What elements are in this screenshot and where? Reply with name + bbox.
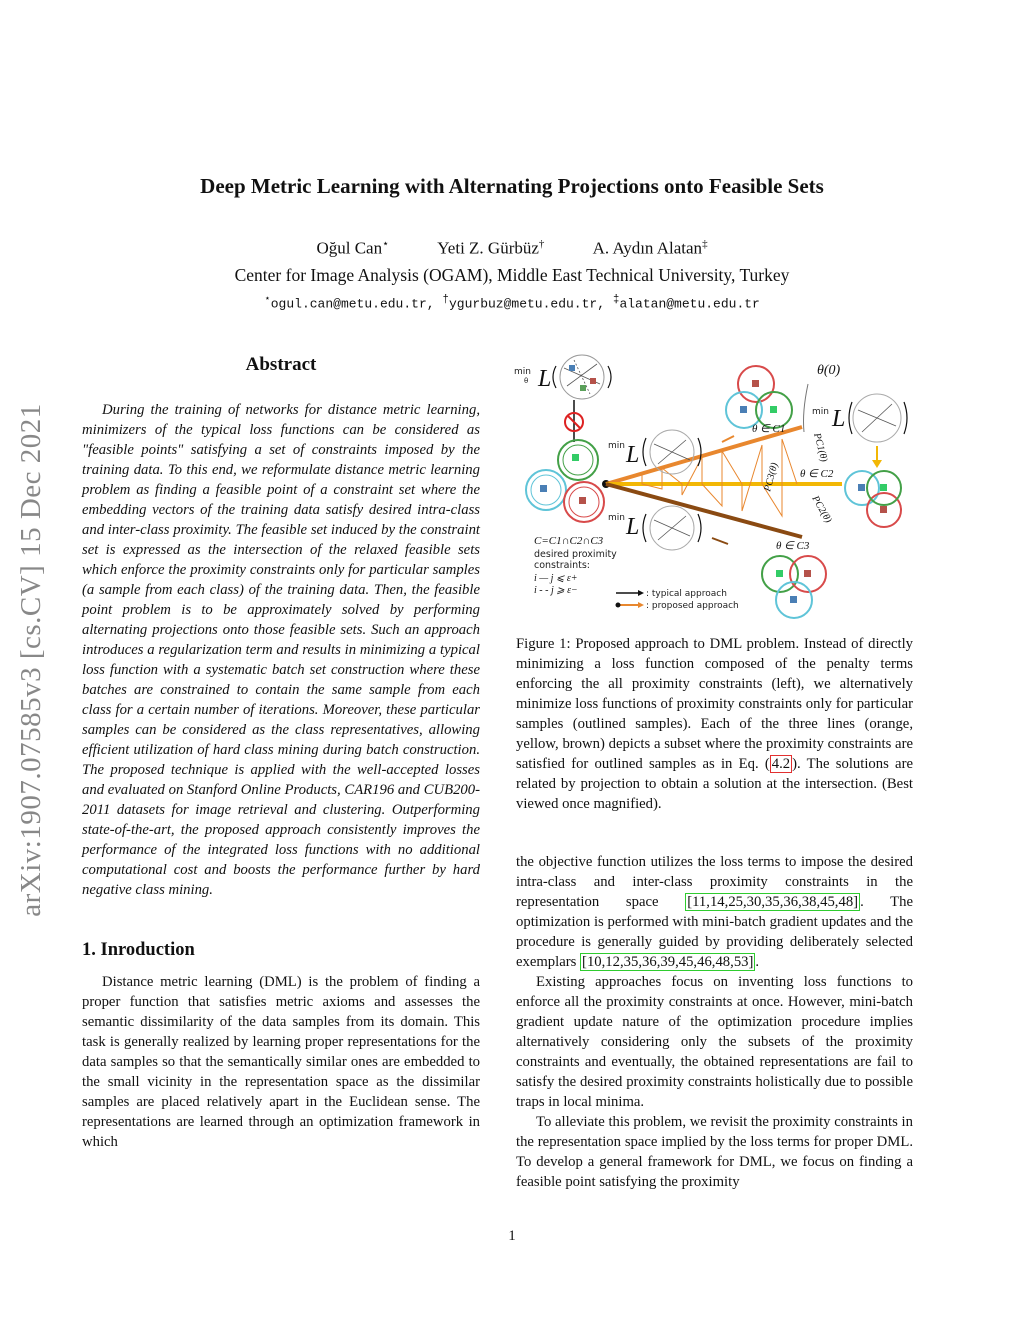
cite-ref[interactable]: 36 (642, 954, 657, 970)
right-paragraph-3: To alleviate this problem, we revisit the proximity constraints in the representation space implied by the loss terms for proper DML. To develop a general framework for DML, we focus on finding a feasible point satisfying the proximity (516, 1114, 913, 1190)
rule-2: i - - j ⩾ ε− (534, 585, 578, 596)
theta-sub-1: θ (524, 377, 529, 385)
cluster-right-lower (845, 471, 901, 527)
citation-group-1[interactable]: [11,14,25,30,35,36,38,45,48] (687, 894, 859, 910)
label-c1: θ ∈ C1 (752, 423, 786, 435)
right-paragraph-1: the objective function utilizes the loss terms to impose the desired intra-class and inter-class proximity constraints in the representation space [11,14,25,30,35,36,38,45,48] . The optimization is performed with mini-batch gradient updates and the procedure is generally guided by providing deliberately selected exemplars [10,12,35,36,39,45,46,48,53] . (516, 854, 914, 970)
author-3: A. Aydın Alatan‡ (592, 238, 708, 258)
cite-ref[interactable]: 35 (765, 894, 780, 910)
cite-ref[interactable]: 45 (820, 894, 835, 910)
intersection-label: C=C1∩C2∩C3 (534, 535, 604, 547)
figure-caption: Figure 1: Proposed approach to DML problem. Instead of directly minimizing a loss function composed of the penalty terms enforcing the all proximity constraints (left), we alternatively minimize loss functions of proximity constraints only for particular samples (outlined samples). Each of the three lines (orange, yellow, brown) depicts a subset where the proximity constraints are satisfied for outlined samples as in Eq. ( 4.2 ). The solutions are related by projection to obtain a solution at the intersection. (Best viewed once magnified). (516, 636, 913, 812)
right-paragraph-2: Existing approaches focus on inventing loss functions to enforce all the proximity constraints at once. However, mini-batch gradient update nature of the optimization procedure implies alternatively considering only the subsets of the proximity constraints and eventually, the obtained representations are fail to satisfy the desired proximity constraints holistically due to possible traps in local minima. (516, 974, 913, 1110)
affiliation: Center for Image Analysis (OGAM), Middle East Technical University, Turkey (234, 265, 790, 285)
cluster-bottom-right (762, 556, 826, 618)
legend-proposed: : proposed approach (646, 601, 739, 611)
page-number: 1 (508, 1228, 516, 1244)
cluster-middle-top (608, 430, 701, 474)
svg-text:L: L (538, 366, 552, 392)
desired-label: desired proximity (534, 549, 617, 560)
figure-1-diagram (512, 352, 918, 622)
email-1[interactable]: ogul.can@metu.edu.tr, (270, 296, 435, 312)
cite-ref[interactable]: 11 (692, 894, 707, 910)
email-3[interactable]: alatan@metu.edu.tr (619, 296, 760, 312)
figure-1 (512, 352, 918, 622)
cite-ref[interactable]: 12 (605, 954, 620, 970)
author-2: Yeti Z. Gürbüz† (437, 238, 545, 258)
svg-text:L: L (832, 406, 846, 432)
cluster-right (812, 394, 907, 442)
email-list: ⋆ogul.can@metu.edu.tr, †ygurbuz@metu.edu.tr, ‡alatan@metu.edu.tr (264, 294, 760, 312)
label-c2: θ ∈ C2 (800, 468, 834, 480)
abstract-heading: Abstract (245, 354, 317, 375)
svg-text:min: min (812, 407, 829, 417)
svg-text:L: L (626, 514, 640, 540)
abstract-text: During the training of networks for distance metric learning, minimizers of the typical loss functions can be considered as "feasible points" satisfying a set of constraints imposed by the training data. To this end, we reformulate distance metric learning problem as finding a feasible point of a constraint set where the embedding vectors of the training data satisfy desired intra-class and inter-class proximity. The feasible set induced by the constraint set is expressed as the intersection of the relaxed feasible sets which enforce the proximity constraints only for particular samples (a sample from each class) of the training data. Then, the feasible point problem is to be approximately solved by performing alternating projections onto those feasible sets. Such an approach introduces a regularization term and results in minimizing a typical loss function with a systematic batch set construction where these batches are constrained to contain the same sample from each class for a certain number of iterations. Moreover, these particular samples can be considered as the class representatives, allowing efficient utilization of hard class mining during batch construction. The proposed technique is applied with the well-accepted losses and evaluated on Stanford Online Products, CAR196 and CUB200-2011 datasets for image retrieval and clustering. Outperforming state-of-the-art, the proposed approach consistently improves the performance of the integrated loss functions with no additional computational cost and boosts the performance further by hard negative class mining. (82, 402, 480, 898)
citation-group-2[interactable]: [10,12,35,36,39,45,46,48,53] (582, 954, 754, 970)
typical-approach-cluster (560, 355, 604, 399)
paper-title: Deep Metric Learning with Alternating Projections onto Feasible Sets (200, 174, 824, 198)
cite-ref[interactable]: 48 (838, 894, 854, 910)
introduction-paragraph: Distance metric learning (DML) is the problem of finding a proper function that satisfies metric axioms and assesses the semantic dissimilarity of the data samples from its domain. This task is generally realized by learning proper representations for the data samples so that the semantically similar ones are embedded to the small vicinity in the representation space as the dissimilar samples are placed relatively apart in the Euclidean sense. The representations are learned through an optimization framework in which (82, 974, 480, 1150)
svg-text:L: L (626, 442, 640, 468)
right-column-text (516, 852, 913, 1192)
email-2[interactable]: ygurbuz@metu.edu.tr, (448, 296, 606, 312)
cluster-middle-bottom (608, 506, 701, 550)
cite-ref[interactable]: 36 (783, 894, 799, 910)
cite-ref[interactable]: 46 (697, 954, 712, 970)
author-list (0, 237, 1024, 259)
label-p2: PC2(θ) (809, 494, 834, 525)
cite-ref[interactable]: 10 (586, 954, 602, 970)
cite-ref[interactable]: 38 (801, 894, 817, 910)
svg-text:min: min (608, 441, 625, 451)
cite-ref[interactable]: 35 (623, 954, 639, 970)
cite-ref[interactable]: 45 (678, 954, 694, 970)
label-p3: PC3(θ) (762, 461, 781, 493)
theta0-label: θ(0) (817, 363, 841, 378)
label-c3: θ ∈ C3 (776, 540, 810, 552)
cite-ref[interactable]: 30 (746, 894, 762, 910)
constraints-label: constraints: (534, 560, 590, 571)
arxiv-identifier: arXiv:1907.07585v3 [cs.CV] 15 Dec 2021 (15, 403, 47, 917)
cite-ref[interactable]: 14 (709, 894, 725, 910)
class-circles-left (526, 440, 604, 522)
cite-ref[interactable]: 48 (715, 954, 731, 970)
min-label-1: min (514, 367, 531, 377)
label-p1: PC1(θ) (811, 431, 830, 464)
left-column (82, 354, 480, 1152)
svg-text:min: min (608, 513, 625, 523)
legend-typical: : typical approach (646, 589, 727, 599)
rule-1: i — j ⩽ ε+ (534, 573, 578, 584)
introduction-heading: 1. Inroduction (82, 940, 195, 960)
cite-ref[interactable]: 39 (660, 954, 676, 970)
author-1: Oğul Can⋆ (316, 238, 389, 258)
cluster-top (726, 366, 792, 428)
cite-ref[interactable]: 25 (728, 894, 743, 910)
caption-eq-ref[interactable]: 4.2 (771, 756, 791, 772)
cite-ref[interactable]: 53 (733, 954, 749, 970)
